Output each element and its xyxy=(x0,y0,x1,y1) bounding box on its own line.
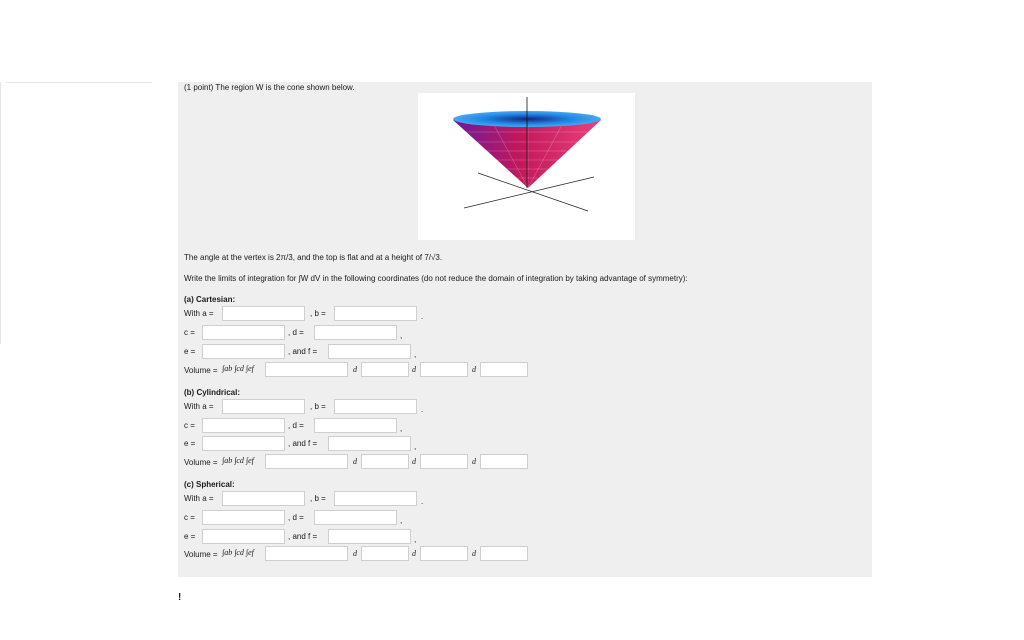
differential-d: d xyxy=(472,365,476,374)
label-volume: Volume = xyxy=(184,458,218,467)
label-c: c = xyxy=(184,513,195,522)
comma: , xyxy=(400,331,403,340)
cone-figure xyxy=(418,93,635,240)
differential-d: d xyxy=(353,457,357,466)
label-volume: Volume = xyxy=(184,550,218,559)
differential-d: d xyxy=(412,549,416,558)
spherical-c-input[interactable] xyxy=(202,510,285,525)
cartesian-e-input[interactable] xyxy=(202,344,285,359)
label-b: , b = xyxy=(310,309,326,318)
spherical-diff-1-input[interactable] xyxy=(361,546,409,561)
cartesian-d-input[interactable] xyxy=(314,325,397,340)
spherical-b-input[interactable] xyxy=(334,491,417,506)
problem-panel xyxy=(178,82,872,577)
cylindrical-d-input[interactable] xyxy=(314,418,397,433)
spherical-e-input[interactable] xyxy=(202,529,285,544)
cartesian-integrand-input[interactable] xyxy=(265,362,348,377)
differential-d: d xyxy=(472,457,476,466)
section-title-cartesian: (a) Cartesian: xyxy=(184,295,236,304)
comma: , xyxy=(414,350,417,359)
period: . xyxy=(421,312,424,321)
label-d: , d = xyxy=(288,513,304,522)
differential-d: d xyxy=(412,457,416,466)
cylindrical-a-input[interactable] xyxy=(222,399,305,414)
label-c: c = xyxy=(184,421,195,430)
label-with-a: With a = xyxy=(184,402,214,411)
cartesian-diff-1-input[interactable] xyxy=(361,362,409,377)
differential-d: d xyxy=(472,549,476,558)
label-f: , and f = xyxy=(288,439,318,448)
differential-d: d xyxy=(412,365,416,374)
label-e: e = xyxy=(184,532,196,541)
instruction-text: Write the limits of integration for ∫W dV in the following coordinates (do not reduce the domain of integration by taking advantage of symmetry): xyxy=(184,274,688,283)
spherical-diff-3-input[interactable] xyxy=(480,546,528,561)
label-with-a: With a = xyxy=(184,494,214,503)
cylindrical-f-input[interactable] xyxy=(328,436,411,451)
comma: , xyxy=(414,535,417,544)
cartesian-c-input[interactable] xyxy=(202,325,285,340)
footer-mark: ! xyxy=(178,592,182,603)
differential-d: d xyxy=(353,549,357,558)
label-b: , b = xyxy=(310,402,326,411)
period: . xyxy=(421,497,424,506)
cone-graphic xyxy=(418,93,635,240)
spherical-f-input[interactable] xyxy=(328,529,411,544)
spherical-integrand-input[interactable] xyxy=(265,546,348,561)
comma: , xyxy=(400,424,403,433)
section-title-spherical: (c) Spherical: xyxy=(184,480,235,489)
comma: , xyxy=(414,442,417,451)
label-d: , d = xyxy=(288,328,304,337)
label-e: e = xyxy=(184,347,196,356)
cylindrical-integrand-input[interactable] xyxy=(265,454,348,469)
spherical-d-input[interactable] xyxy=(314,510,397,525)
label-c: c = xyxy=(184,328,195,337)
cartesian-a-input[interactable] xyxy=(222,306,305,321)
cylindrical-diff-1-input[interactable] xyxy=(361,454,409,469)
comma: , xyxy=(400,516,403,525)
label-d: , d = xyxy=(288,421,304,430)
label-f: , and f = xyxy=(288,347,318,356)
spherical-diff-2-input[interactable] xyxy=(420,546,468,561)
label-f: , and f = xyxy=(288,532,318,541)
left-edge-line xyxy=(0,82,1,344)
cartesian-b-input[interactable] xyxy=(334,306,417,321)
left-divider xyxy=(6,82,152,83)
vertex-angle-text: The angle at the vertex is 2π/3, and the top is flat and at a height of 7/√3. xyxy=(184,253,443,262)
label-e: e = xyxy=(184,439,196,448)
triple-integral: ∫ab ∫cd ∫ef xyxy=(222,548,254,557)
triple-integral: ∫ab ∫cd ∫ef xyxy=(222,456,254,465)
label-with-a: With a = xyxy=(184,309,214,318)
section-title-cylindrical: (b) Cylindrical: xyxy=(184,388,241,397)
label-volume: Volume = xyxy=(184,366,218,375)
triple-integral: ∫ab ∫cd ∫ef xyxy=(222,364,254,373)
cylindrical-c-input[interactable] xyxy=(202,418,285,433)
differential-d: d xyxy=(353,365,357,374)
spherical-a-input[interactable] xyxy=(222,491,305,506)
cartesian-diff-2-input[interactable] xyxy=(420,362,468,377)
period: . xyxy=(421,405,424,414)
cylindrical-e-input[interactable] xyxy=(202,436,285,451)
cylindrical-b-input[interactable] xyxy=(334,399,417,414)
cartesian-f-input[interactable] xyxy=(328,344,411,359)
cartesian-diff-3-input[interactable] xyxy=(480,362,528,377)
cylindrical-diff-2-input[interactable] xyxy=(420,454,468,469)
cylindrical-diff-3-input[interactable] xyxy=(480,454,528,469)
problem-header: (1 point) The region W is the cone shown below. xyxy=(184,83,355,92)
label-b: , b = xyxy=(310,494,326,503)
